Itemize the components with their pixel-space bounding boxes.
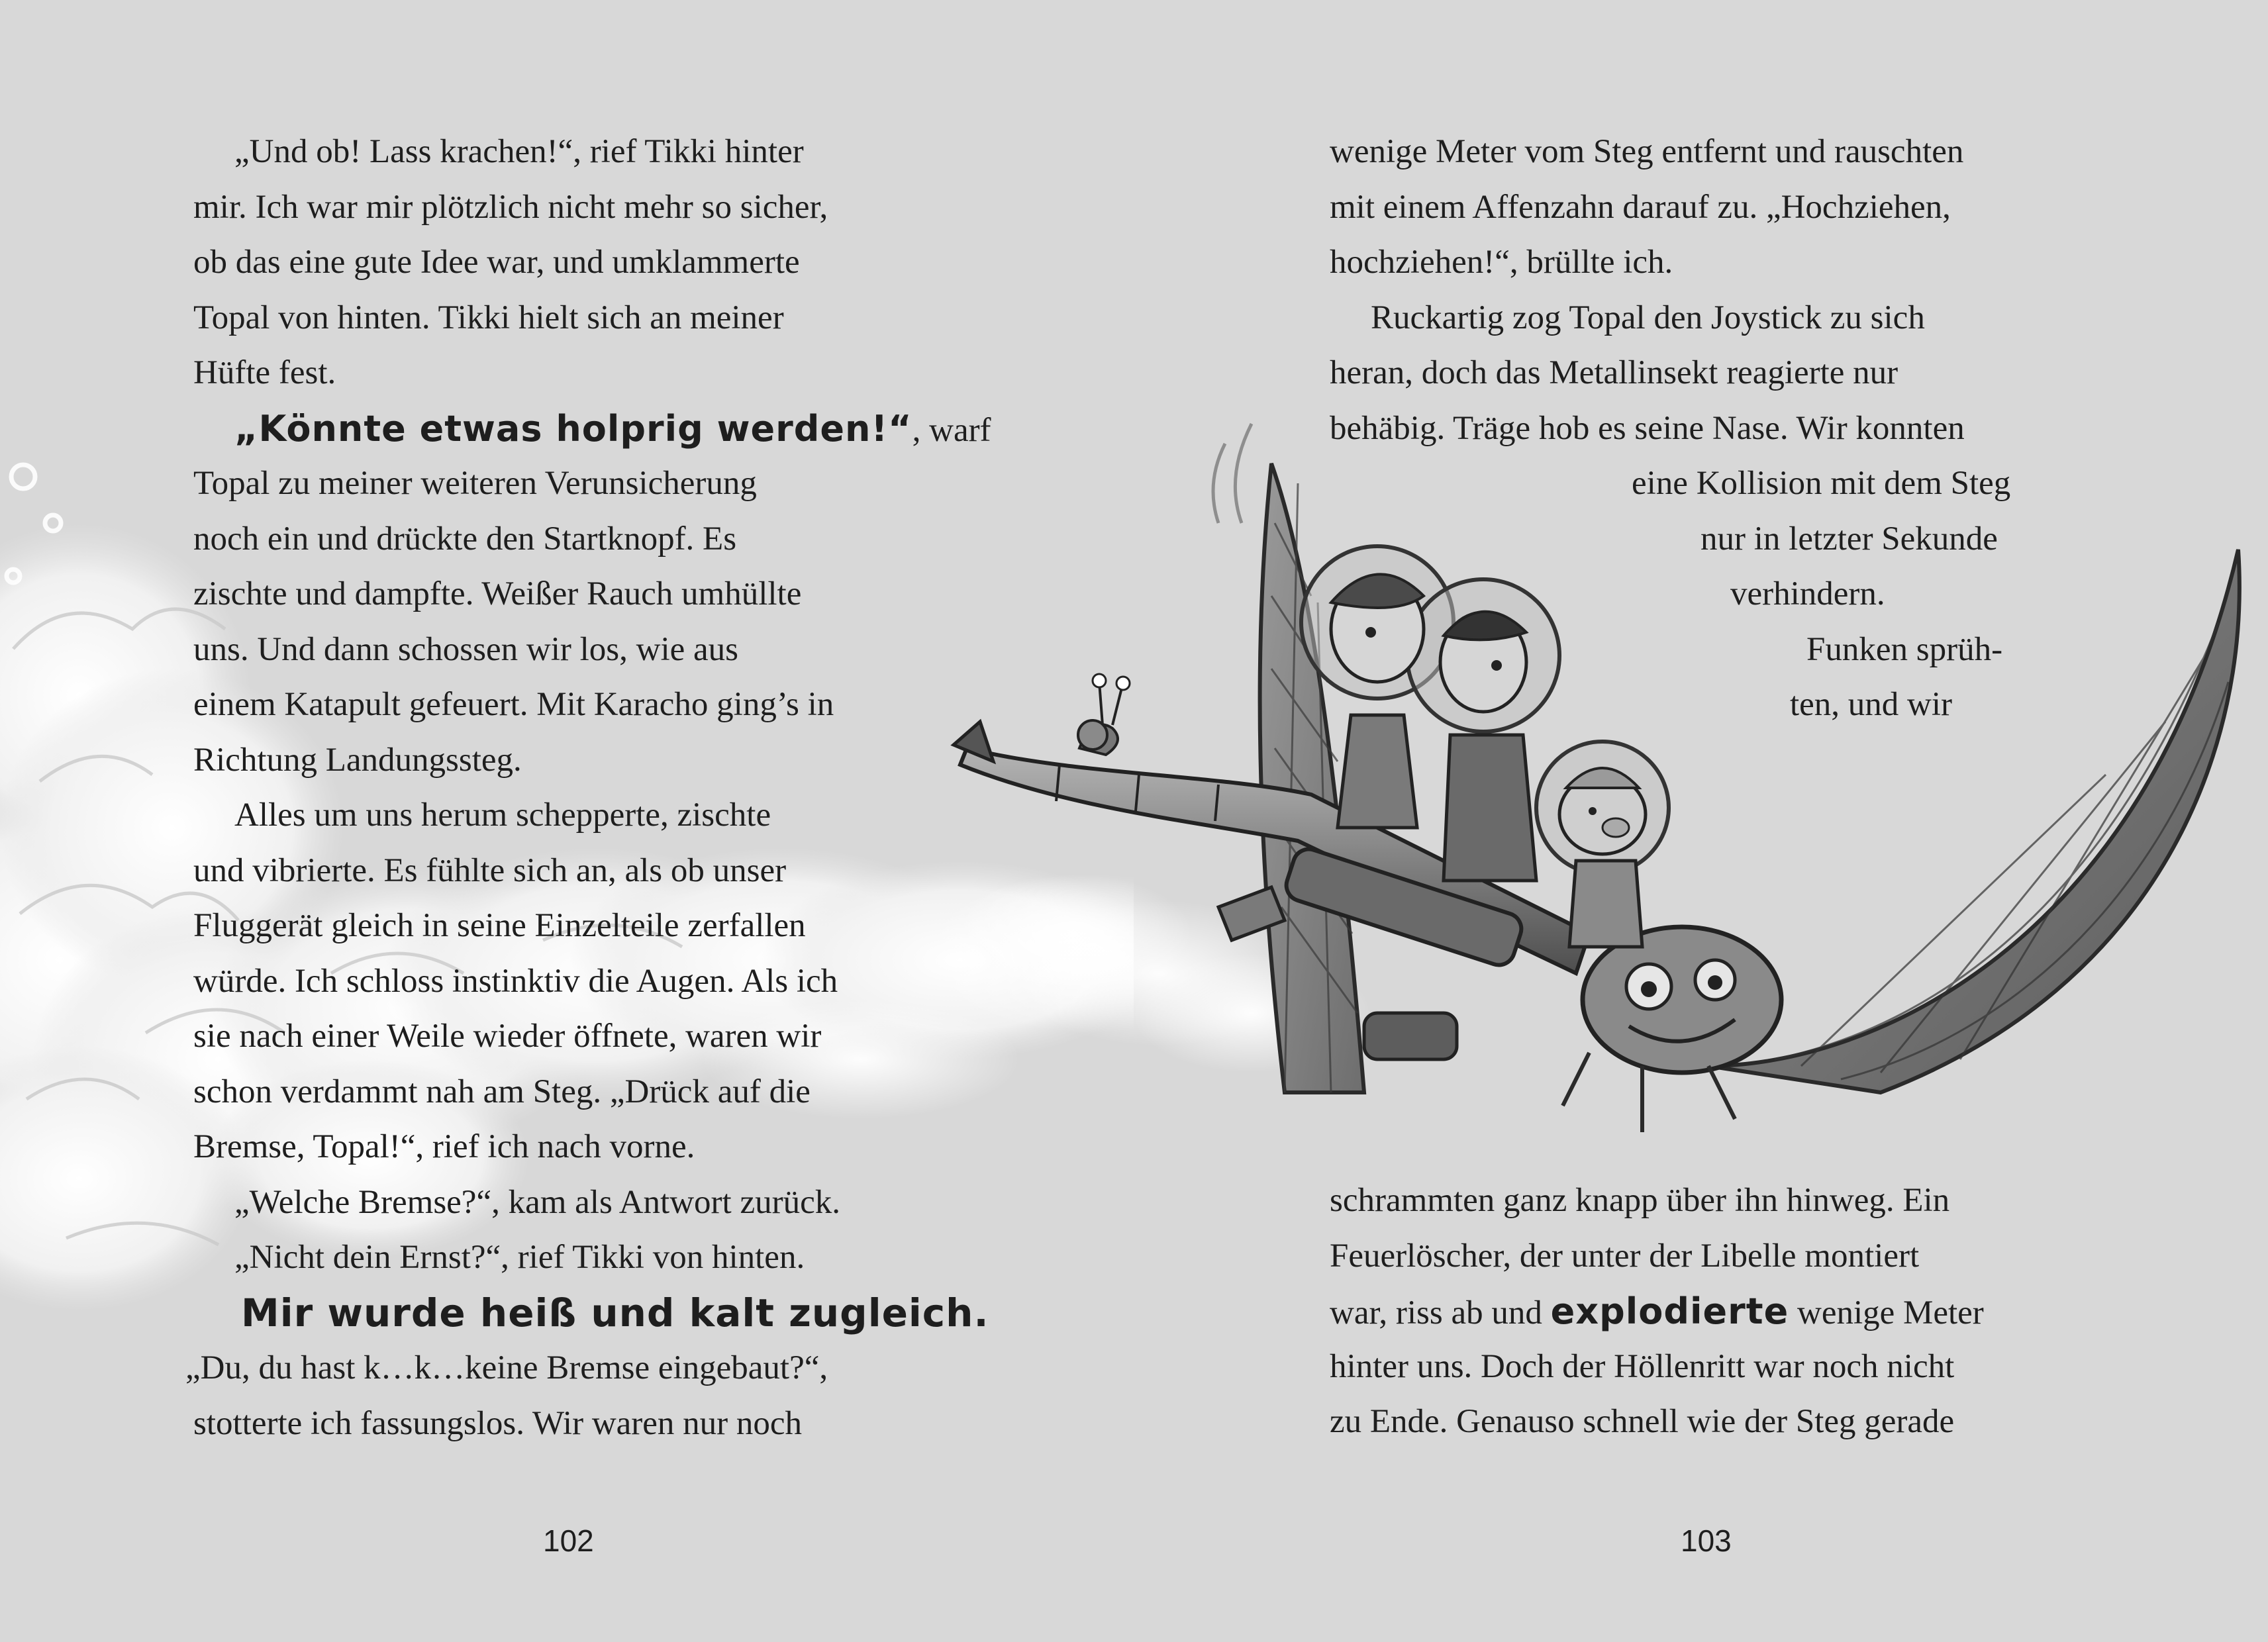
text-line: Richtung Landungssteg.: [193, 741, 522, 779]
text-line: zu Ende. Genauso schnell wie der Steg gerade: [1330, 1403, 1955, 1440]
shout-text: Mir wurde heiß und kalt zugleich.: [241, 1290, 989, 1335]
text-line: Topal zu meiner weiteren Verunsicherung: [193, 465, 757, 502]
text-line: eine Kollision mit dem Steg: [1632, 465, 2011, 502]
text-line: heran, doch das Metallinsekt reagierte nur: [1330, 354, 1898, 391]
text-line: einem Katapult gefeuert. Mit Karacho ging’s in: [193, 686, 834, 723]
text-line: noch ein und drückte den Startknopf. Es: [193, 520, 737, 557]
snail-illustration: [1078, 674, 1130, 755]
text-line: und vibrierte. Es fühlte sich an, als ob unser: [193, 851, 787, 889]
text-fragment: wenige Meter: [1789, 1294, 1984, 1331]
text-line: Hüfte fest.: [193, 354, 336, 391]
left-text-block: [185, 124, 991, 1451]
text-line: hinter uns. Doch der Höllenritt war noch nicht: [1330, 1347, 1955, 1385]
text-fragment: war, riss ab und: [1330, 1294, 1551, 1331]
page-number: 103: [1681, 1523, 1732, 1558]
text-line: hochziehen!“, brüllte ich.: [1330, 244, 1673, 281]
text-line: stotterte ich fassungslos. Wir waren nur noch: [193, 1404, 803, 1442]
text-line: Bremse, Topal!“, rief ich nach vorne.: [193, 1128, 695, 1165]
text-line: Fluggerät gleich in seine Einzelteile zerfallen: [193, 907, 806, 944]
right-text-block-bottom: [1330, 1173, 1984, 1450]
text-line: zischte und dampfte. Weißer Rauch umhüllte: [193, 575, 802, 612]
shout-text: „Könnte etwas holprig werden!“: [234, 407, 912, 450]
text-line: mir. Ich war mir plötzlich nicht mehr so sicher,: [193, 188, 828, 226]
text-line: „Nicht dein Ernst?“, rief Tikki von hinten.: [234, 1239, 805, 1276]
text-fragment: , warf: [912, 411, 991, 449]
text-line: „Welche Bremse?“, kam als Antwort zurück.: [234, 1183, 840, 1221]
text-line: mit einem Affenzahn darauf zu. „Hochziehen,: [1330, 188, 1951, 226]
text-line: schon verdammt nah am Steg. „Drück auf die: [193, 1073, 811, 1110]
text-line: Funken sprüh-: [1806, 630, 2003, 668]
text-line: „Du, du hast k…k…keine Bremse eingebaut?“,: [185, 1349, 828, 1386]
text-line: [1330, 1284, 1984, 1339]
text-line: „Und ob! Lass krachen!“, rief Tikki hinter: [234, 133, 804, 170]
text-line: behäbig. Träge hob es seine Nase. Wir konnten: [1330, 409, 1965, 447]
right-text-block-top: [1330, 124, 2010, 733]
page-number: 102: [543, 1523, 594, 1558]
text-line: Ruckartig zog Topal den Joystick zu sich: [1371, 299, 1925, 336]
emphasis-text: explodierte: [1550, 1290, 1789, 1332]
text-line: Alles um uns herum schepperte, zischte: [234, 797, 771, 834]
text-line: uns. Und dann schossen wir los, wie aus: [193, 630, 738, 668]
text-line: schrammten ganz knapp über ihn hinweg. Ein: [1330, 1182, 1950, 1219]
text-line: nur in letzter Sekunde: [1701, 520, 1998, 557]
text-line: wenige Meter vom Steg entfernt und rauschten: [1330, 133, 1964, 170]
text-line: Feuerlöscher, der unter der Libelle montiert: [1330, 1237, 1920, 1275]
text-line: verhindern.: [1730, 575, 1885, 612]
text-line: sie nach einer Weile wieder öffnete, waren wir: [193, 1018, 822, 1055]
text-line: ob das eine gute Idee war, und umklammerte: [193, 244, 800, 281]
text-line: ten, und wir: [1790, 686, 1953, 723]
text-line: [193, 401, 991, 457]
text-line: würde. Ich schloss instinktiv die Augen. Als ich: [193, 962, 838, 1000]
text-line: Topal von hinten. Tikki hielt sich an meiner: [193, 299, 784, 336]
